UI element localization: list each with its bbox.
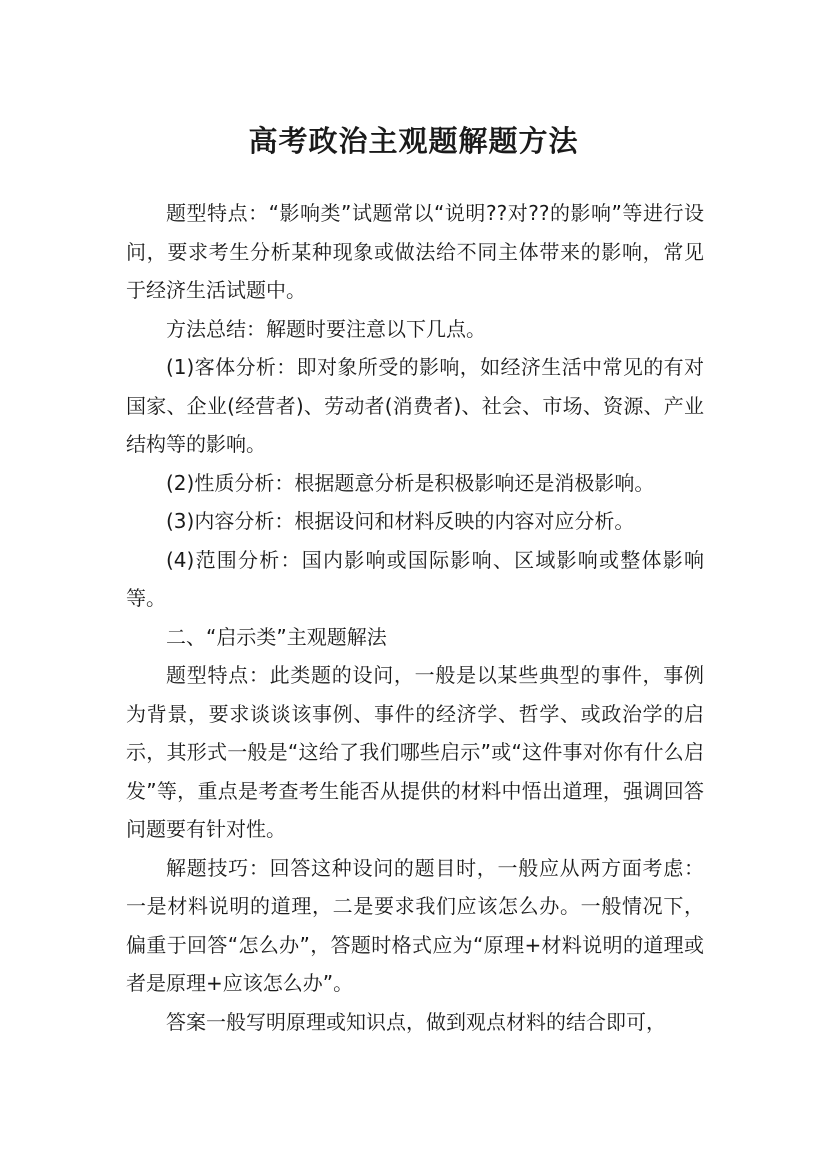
paragraph-impact-type-features: 题型特点：“影响类”试题常以“说明??对??的影响”等进行设问，要求考生分析某种现象或做法给不同主体带来的影响，常见于经济生活试题中。: [126, 201, 704, 302]
paragraph-solving-skills: 解题技巧：回答这种设问的题目时，一般应从两方面考虑：一是材料说明的道理，二是要求我们应该怎么办。一般情况下，偏重于回答“怎么办”，答题时格式应为“原理+材料说明的道理或者是原理+应该怎么办”。: [126, 855, 704, 995]
paragraph-scope-analysis: (4)范围分析：国内影响或国际影响、区域影响或整体影响等。: [126, 547, 704, 610]
paragraph-object-analysis: (1)客体分析：即对象所受的影响，如经济生活中常见的有对国家、企业(经营者)、劳动者(消费者)、社会、市场、资源、产业结构等的影响。: [126, 355, 704, 456]
paragraph-answer-guidance: 答案一般写明原理或知识点，做到观点材料的结合即可，: [166, 1009, 666, 1034]
document-body: [126, 194, 704, 1041]
document-title: 高考政治主观题解题方法: [248, 124, 579, 159]
paragraph-method-summary: 方法总结：解题时要注意以下几点。: [166, 316, 486, 341]
section-heading-inspiration-type: 二、“启示类”主观题解法: [166, 624, 387, 649]
paragraph-content-analysis: (3)内容分析：根据设问和材料反映的内容对应分析。: [166, 509, 635, 533]
paragraph-inspiration-type-features: 题型特点：此类题的设问，一般是以某些典型的事件，事例为背景，要求谈谈该事例、事件的经济学、哲学、或政治学的启示，其形式一般是“这给了我们哪些启示”或“这件事对你有什么启发”等，重点是考查考生能否从提供的材料中悟出道理，强调回答问题要有针对性。: [126, 663, 704, 841]
paragraph-nature-analysis: (2)性质分析：根据题意分析是积极影响还是消极影响。: [166, 470, 655, 495]
